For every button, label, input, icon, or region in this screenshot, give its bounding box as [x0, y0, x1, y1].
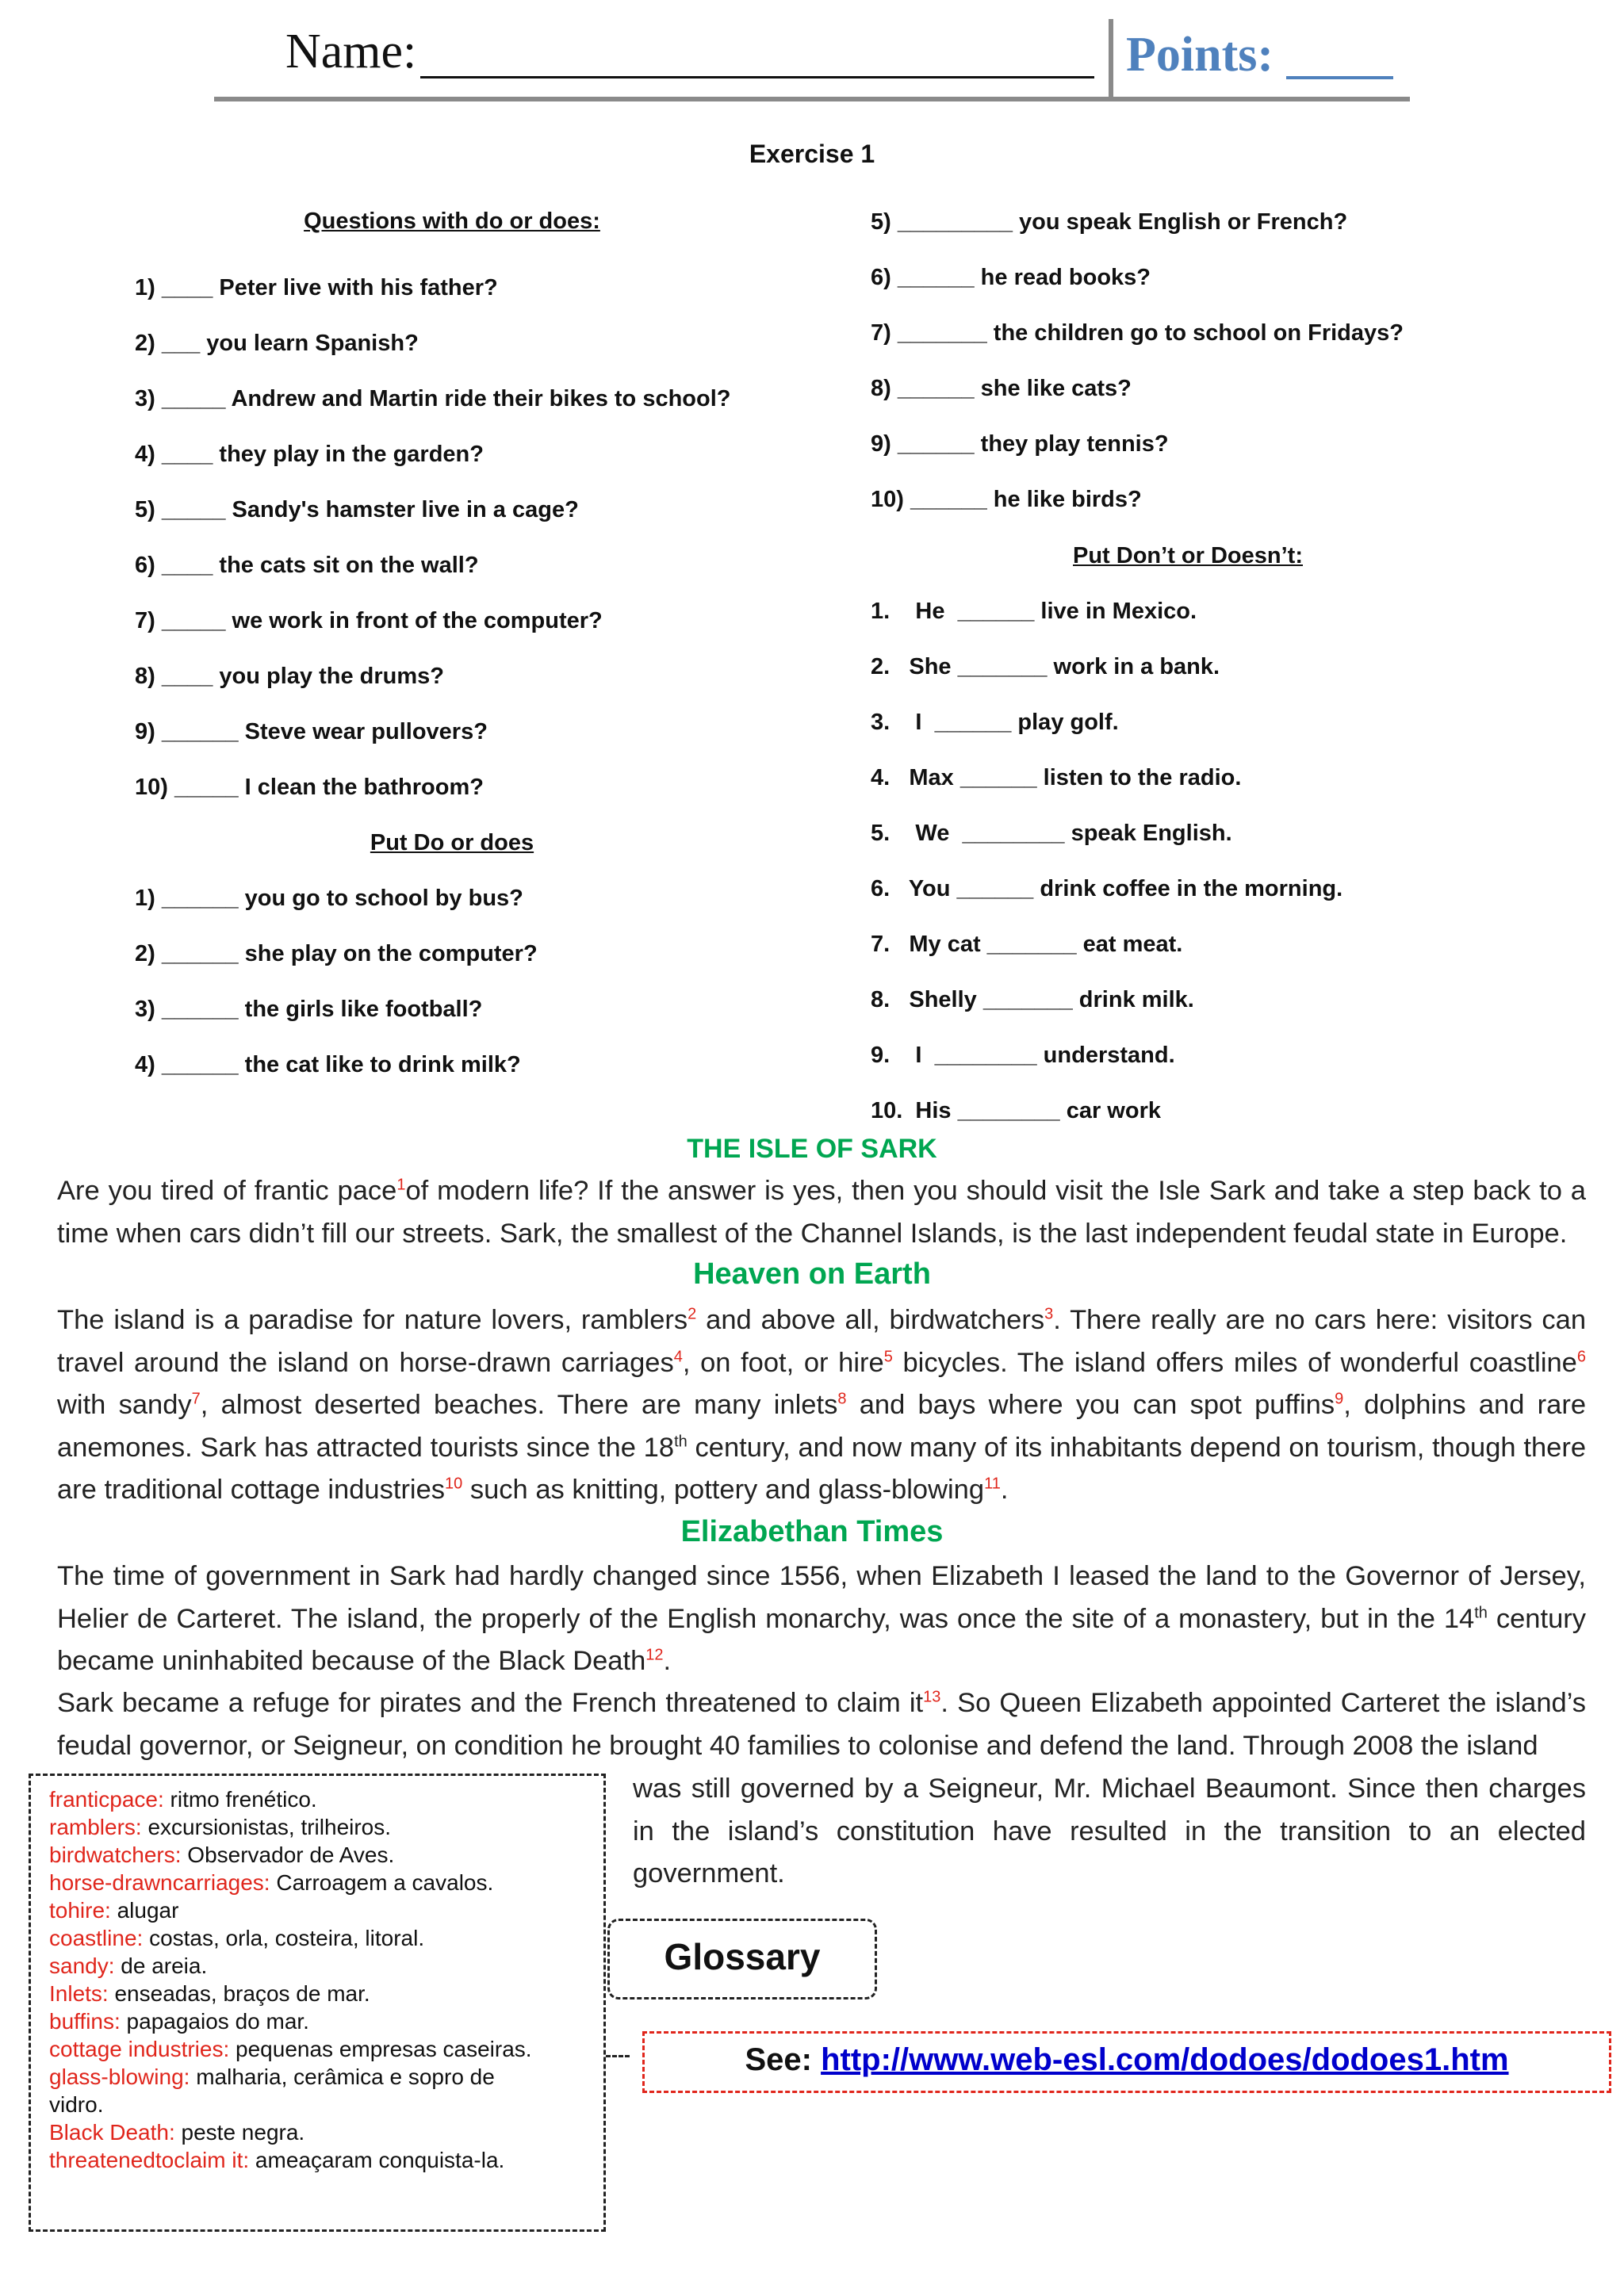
glossary-entry: glass-blowing: malharia, cerâmica e sopro de: [49, 2064, 495, 2089]
question-item: 6. You ______ drink coffee in the morning.: [871, 876, 1343, 901]
story-paragraph-2: The island is a paradise for nature lovers, ramblers$^2$ and above all, birdwatchers$^3$. There really are no cars here: visitors can travel around the island on horse-drawn carriages$^4$, on foot, or hire$^5$ bicycles. The island offers miles of wonderful coastline$^6$ with sandy$^7$, almost deserted beaches. There are many inlets$^8$ and bays where you can spot puffins$^9$, dolphins and rare anemones. Sark has attracted tourists since the 18th century, and now many of its inhabitants depend on tourism, though there are traditional cottage industries$^{10}$ such as knitting, pottery and glass-blowing$^{11}$.: [57, 1305, 1587, 1505]
glossary-entry: coastline: costas, orla, costeira, litoral.: [49, 1926, 425, 1950]
question-item: 6) ____ the cats sit on the wall?: [135, 553, 479, 578]
story-paragraph-4: Sark became a refuge for pirates and the French threatened to claim it$^{13}$. So Queen Elizabeth appointed Carteret the island’s feudal governor, or Seigneur, on condition he brought 40 families to colonise and defend the land. Through 2008 the island: [57, 1688, 1586, 1761]
section-title-dont-doesnt: Put Don’t or Doesn’t:: [1073, 543, 1303, 568]
glossary-title: Glossary: [664, 1936, 821, 1977]
heading-elizabethan-times: Elizabethan Times: [680, 1515, 944, 1548]
points-blank-line[interactable]: [1286, 76, 1393, 79]
exercise-title: Exercise 1: [749, 140, 875, 168]
glossary-entry: threatenedtoclaim it: ameaçaram conquista-la.: [49, 2148, 505, 2172]
story-paragraph-1: Are you tired of frantic pace$^1$of modern life? If the answer is yes, then you should visit the Isle Sark and take a step back to a time when cars didn’t fill our streets. Sark, the smallest of the Channel Islands, is the last independent feudal state in Europe.: [57, 1176, 1586, 1249]
question-item: 7. My cat _______ eat meat.: [871, 932, 1183, 957]
glossary-entry: ramblers: excursionistas, trilheiros.: [49, 1815, 392, 1839]
question-item: 8) ____ you play the drums?: [135, 664, 445, 689]
connector-line: [606, 2055, 630, 2057]
glossary-entry: sandy: de areia.: [49, 1954, 208, 1978]
name-blank-line[interactable]: [420, 76, 1094, 78]
question-item: 3. I ______ play golf.: [871, 710, 1119, 735]
question-item: 9) ______ Steve wear pullovers?: [135, 719, 488, 744]
glossary-entry: horse-drawncarriages: Carroagem a cavalos.: [49, 1870, 494, 1895]
glossary-entry: vidro.: [49, 2092, 104, 2117]
see-line: [642, 2042, 1611, 2078]
question-item: 8. Shelly _______ drink milk.: [871, 987, 1194, 1012]
story-paragraph-5: was still governed by a Seigneur, Mr. Michael Beaumont. Since then charges in the island’s constitution have resulted in the transition to an elected government.: [633, 1774, 1586, 1888]
question-item: 2. She _______ work in a bank.: [871, 654, 1220, 679]
glossary-entry: Inlets: enseadas, braços de mar.: [49, 1981, 370, 2006]
name-label: Name:: [285, 25, 417, 78]
header-rule: [214, 97, 1410, 101]
question-item: 10) ______ he like birds?: [871, 487, 1142, 512]
question-item: 1) ____ Peter live with his father?: [135, 275, 498, 300]
question-item: 5) _________ you speak English or French?: [871, 209, 1348, 235]
glossary-entry: franticpace: ritmo frenético.: [49, 1787, 317, 1812]
question-item: 3) _____ Andrew and Martin ride their bikes to school?: [135, 386, 731, 411]
question-item: 8) ______ she like cats?: [871, 376, 1132, 401]
question-item: 6) ______ he read books?: [871, 265, 1151, 290]
glossary-entry: buffins: papagaios do mar.: [49, 2009, 309, 2034]
section-title-do-does: Questions with do or does:: [304, 209, 600, 234]
question-item: 7) _______ the children go to school on Fridays?: [871, 320, 1404, 346]
see-label: See:: [745, 2042, 812, 2077]
question-item: 2) ______ she play on the computer?: [135, 941, 538, 966]
section-title-put-do-does: Put Do or does: [370, 830, 534, 855]
glossary-entry: Black Death: peste negra.: [49, 2120, 305, 2145]
glossary-entry: birdwatchers: Observador de Aves.: [49, 1843, 395, 1867]
question-item: 3) ______ the girls like football?: [135, 997, 483, 1022]
question-item: 10) _____ I clean the bathroom?: [135, 775, 484, 800]
question-item: 10. His ________ car work: [871, 1098, 1161, 1123]
question-item: 1. He ______ live in Mexico.: [871, 599, 1197, 624]
question-item: 5. We ________ speak English.: [871, 821, 1232, 846]
question-item: 9. I ________ understand.: [871, 1043, 1175, 1068]
question-item: 4) ____ they play in the garden?: [135, 442, 484, 467]
glossary-entry: tohire: alugar: [49, 1898, 179, 1923]
points-label: Points:: [1126, 28, 1274, 82]
glossary-entry: cottage industries: pequenas empresas caseiras.: [49, 2037, 532, 2061]
question-item: 9) ______ they play tennis?: [871, 431, 1169, 457]
question-item: 4. Max ______ listen to the radio.: [871, 765, 1242, 790]
story-title: THE ISLE OF SARK: [687, 1134, 937, 1164]
question-item: 7) _____ we work in front of the computer?: [135, 608, 603, 633]
story-paragraph-3: The time of government in Sark had hardly changed since 1556, when Elizabeth I leased the land to the Governor of Jersey, Helier de Carteret. The island, the properly of the English monarchy, was once the site of a monastery, but in the 14th century became uninhabited because of the Black Death$^{12}$.: [57, 1561, 1586, 1676]
question-item: 2) ___ you learn Spanish?: [135, 331, 419, 356]
see-link[interactable]: http://www.web-esl.com/dodoes/dodoes1.htm: [821, 2042, 1509, 2077]
question-item: 5) _____ Sandy's hamster live in a cage?: [135, 497, 579, 522]
header-divider: [1109, 19, 1113, 98]
heading-heaven-on-earth: Heaven on Earth: [693, 1257, 931, 1291]
question-item: 4) ______ the cat like to drink milk?: [135, 1052, 521, 1077]
question-item: 1) ______ you go to school by bus?: [135, 886, 523, 911]
